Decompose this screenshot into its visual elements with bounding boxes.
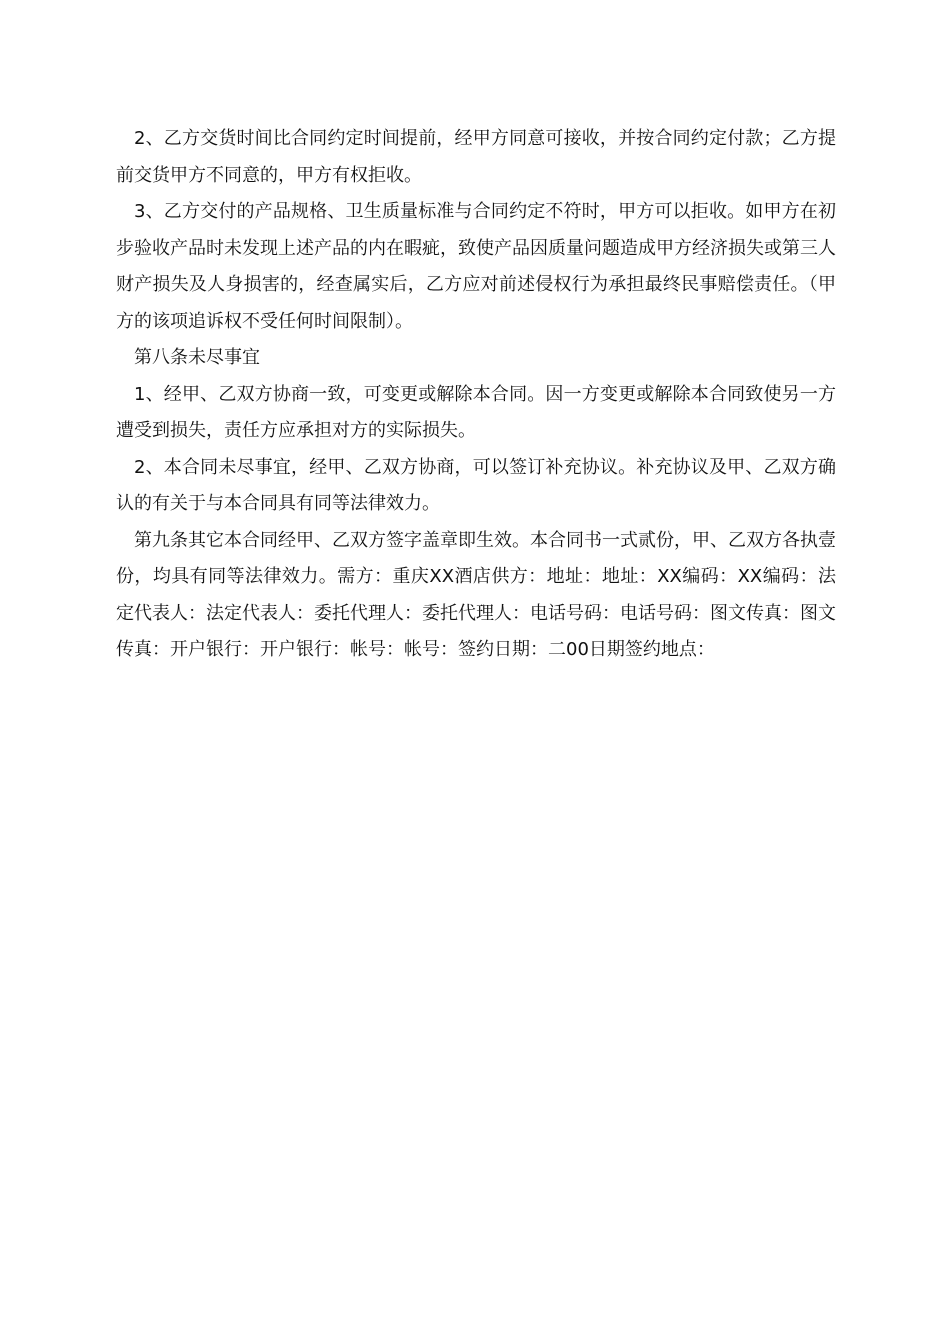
section-heading: 第八条未尽事宜 [134,347,260,368]
clause-paragraph: 2、本合同未尽事宜，经甲、乙双方协商，可以签订补充协议。补充协议及甲、乙双方确认的有关于与本合同具有同等法律效力。 [116,456,836,514]
clause-paragraph: 3、乙方交付的产品规格、卫生质量标准与合同约定不符时，甲方可以拒收。如甲方在初步验收产品时未发现上述产品的内在暇疵，致使产品因质量问题造成甲方经济损失或第三人财产损失及人身损害的，经查属实后，乙方应对前述侵权行为承担最终民事赔偿责任。（甲方的该项追诉权不受任何时间限制）。 [116,201,836,332]
clause-paragraph: 2、乙方交货时间比合同约定时间提前，经甲方同意可接收，并按合同约定付款；乙方提前交货甲方不同意的，甲方有权拒收。 [116,128,836,186]
clause-paragraph: 1、经甲、乙双方协商一致，可变更或解除本合同。因一方变更或解除本合同致使另一方遭受到损失，责任方应承担对方的实际损失。 [116,383,836,441]
clause-paragraph: 第九条其它本合同经甲、乙双方签字盖章即生效。本合同书一式贰份，甲、乙双方各执壹份，均具有同等法律效力。需方：重庆XX酒店供方：地址：地址：XX编码：XX编码：法定代表人：法定代表人：委托代理人：委托代理人：电话号码：电话号码：图文传真：图文传真：开户银行：开户银行：帐号：帐号：签约日期：二00日期签约地点： [116,529,836,660]
document-body [116,121,836,669]
